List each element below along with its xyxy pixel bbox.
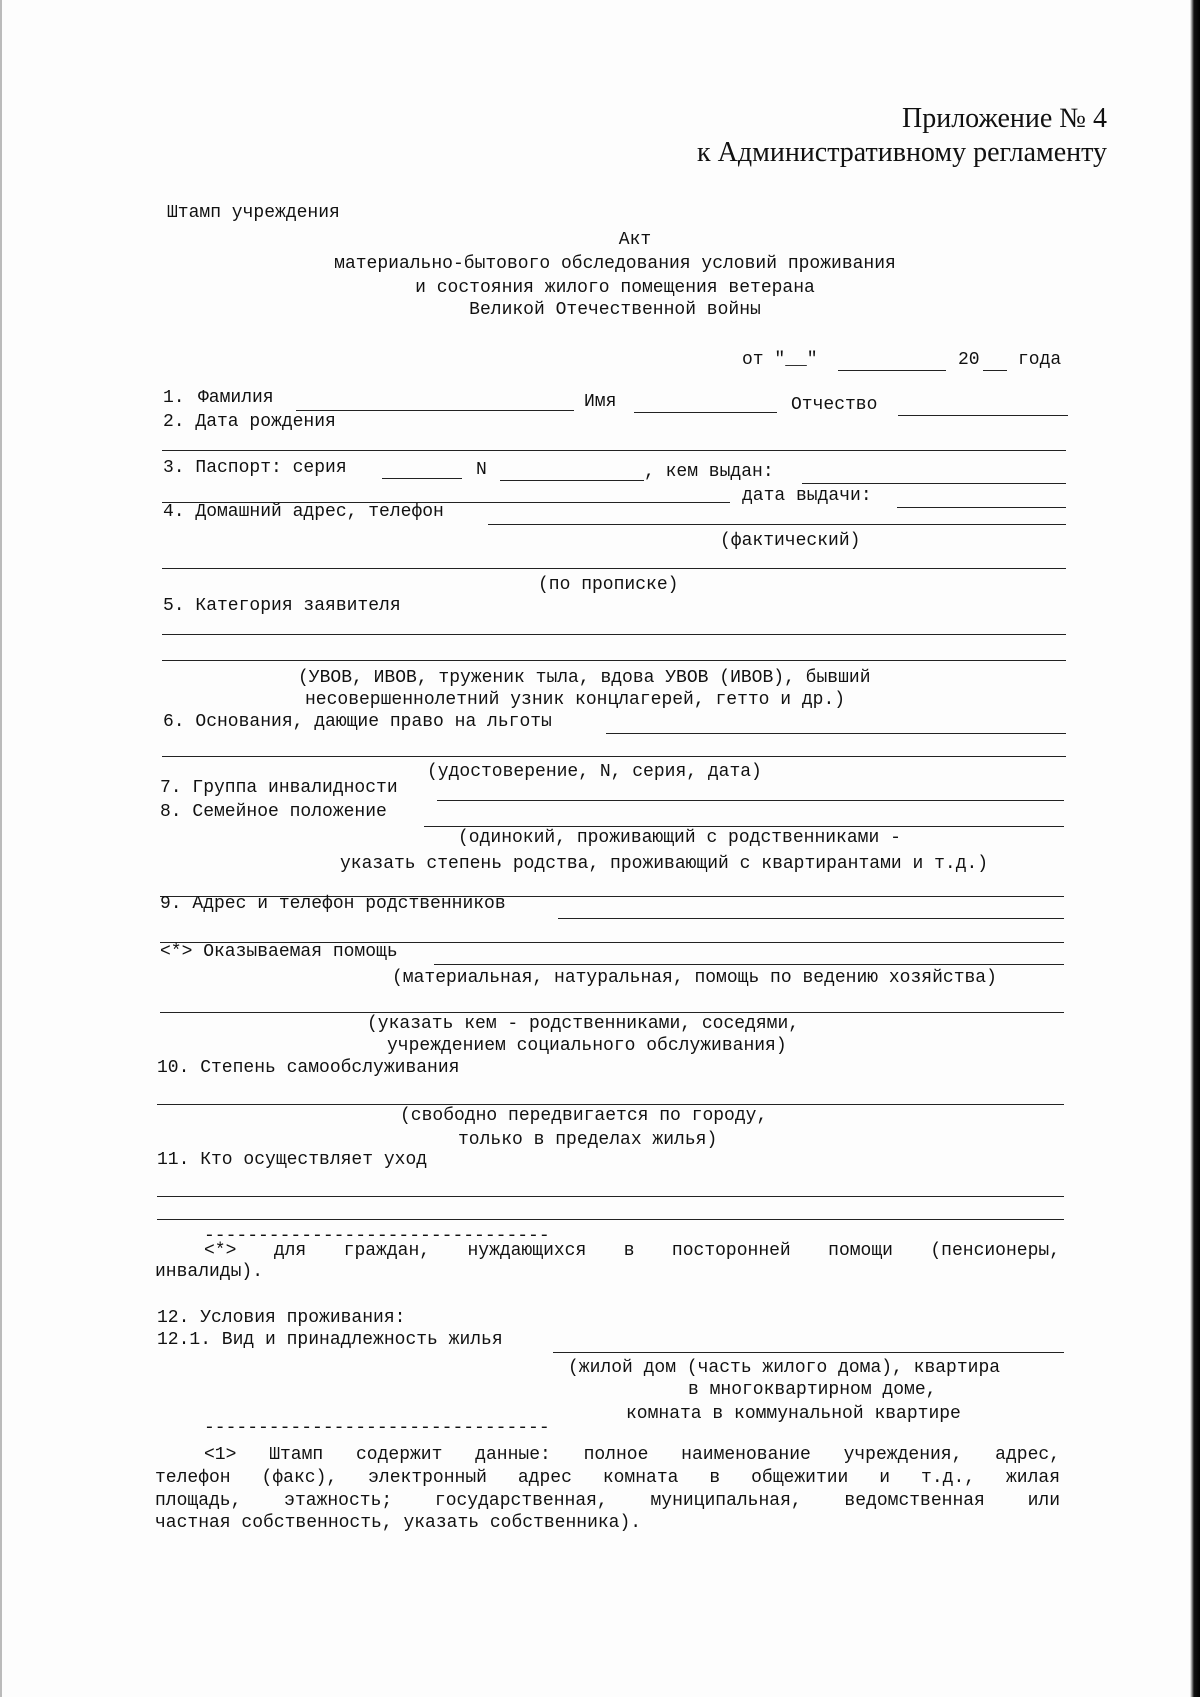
stamp-label: Штамп учреждения — [167, 203, 340, 223]
act-subtitle-3: Великой Отечественной войны — [469, 300, 761, 320]
housing-type-hint-3: комната в коммунальной квартире — [626, 1404, 961, 1424]
applicant-category-label: 5. Категория заявителя — [163, 596, 401, 616]
birth-date-label: 2. Дата рождения — [163, 412, 336, 432]
passport-number-field[interactable] — [500, 480, 644, 481]
footnote-separator-2: -------------------------------- — [204, 1418, 550, 1438]
passport-series-label: 3. Паспорт: серия — [163, 458, 347, 478]
patronymic-field[interactable] — [898, 415, 1068, 416]
passport-issue-date-label: дата выдачи: — [742, 486, 872, 506]
patronymic-label: Отчество — [791, 395, 878, 415]
self-care-hint-1: (свободно передвигается по городу, — [400, 1106, 768, 1126]
applicant-category-hint-2: несовершеннолетний узник концлагерей, гетто и др.) — [305, 690, 846, 710]
housing-type-hint-1: (жилой дом (часть жилого дома), квартира — [568, 1358, 1001, 1378]
footnote-1-text-1: <1> Штамп содержит данные: полное наименование учреждения, адрес, — [204, 1445, 1060, 1465]
benefit-grounds-label: 6. Основания, дающие право на льготы — [163, 712, 552, 732]
provided-help-label: <*> Оказываемая помощь — [160, 942, 398, 962]
date-month-field[interactable] — [838, 370, 946, 371]
act-subtitle-1: материально-бытового обследования условий проживания — [334, 254, 896, 274]
home-address-actual-field[interactable] — [488, 524, 1066, 525]
housing-type-field[interactable] — [553, 1352, 1064, 1353]
applicant-category-field-1[interactable] — [162, 634, 1066, 635]
self-care-field[interactable] — [157, 1104, 1064, 1105]
date-year-field[interactable] — [983, 370, 1007, 371]
benefit-grounds-field-2[interactable] — [162, 756, 1066, 757]
appendix-number: Приложение № 4 — [902, 103, 1107, 134]
footnote-1-text-3: площадь, этажность; государственная, муниципальная, ведомственная или — [155, 1491, 1060, 1511]
date-from: от "__" — [742, 350, 818, 370]
name-label: Имя — [584, 392, 617, 412]
disability-group-field[interactable] — [437, 800, 1064, 801]
caregiver-label: 11. Кто осуществляет уход — [157, 1150, 428, 1170]
date-year-suffix: года — [1018, 350, 1062, 370]
family-status-label: 8. Семейное положение — [160, 802, 387, 822]
provided-help-field-2[interactable] — [160, 1012, 1064, 1013]
footnote-1-text-4: частная собственность, указать собственника). — [155, 1513, 642, 1533]
footnote-separator-1: -------------------------------- — [204, 1226, 550, 1246]
self-care-hint-2: только в пределах жилья) — [458, 1130, 718, 1150]
passport-series-field[interactable] — [382, 478, 462, 479]
act-title: Акт — [618, 230, 652, 250]
provided-help-hint-1: (материальная, натуральная, помощь по ведению хозяйства) — [392, 968, 997, 988]
caregiver-field-2[interactable] — [157, 1219, 1064, 1220]
appendix-reference: к Административному регламенту — [697, 137, 1107, 168]
provided-help-hint-3: учреждением социального обслуживания) — [387, 1036, 787, 1056]
home-address-label: 4. Домашний адрес, телефон — [163, 502, 444, 522]
benefit-grounds-hint: (удостоверение, N, серия, дата) — [427, 762, 762, 782]
home-address-registered-field[interactable] — [162, 568, 1066, 569]
passport-issued-by-label: , кем выдан: — [644, 462, 774, 482]
provided-help-hint-2: (указать кем - родственниками, соседями, — [367, 1014, 800, 1034]
family-status-hint-1: (одинокий, проживающий с родственниками - — [458, 828, 901, 848]
footnote-1-text-2: телефон (факс), электронный адрес комната в общежитии и т.д., жилая — [155, 1468, 1060, 1488]
home-address-actual-hint: (фактический) — [720, 531, 861, 551]
field-1-number: 1. — [163, 388, 185, 408]
benefit-grounds-field-1[interactable] — [606, 733, 1066, 734]
passport-issued-by-field[interactable] — [802, 483, 1066, 484]
applicant-category-field-2[interactable] — [162, 660, 1066, 661]
self-care-label: 10. Степень самообслуживания — [157, 1058, 460, 1078]
footnote-star-text-1: <*> для граждан, нуждающихся в посторонней помощи (пенсионеры, — [204, 1241, 1060, 1261]
home-address-registered-hint: (по прописке) — [538, 575, 679, 595]
birth-date-field[interactable] — [162, 450, 1066, 451]
provided-help-field[interactable] — [434, 964, 1064, 965]
applicant-category-hint-1: (УВОВ, ИВОВ, труженик тыла, вдова УВОВ (ИВОВ), бывший — [298, 668, 871, 688]
date-year-prefix: 20 — [958, 350, 980, 370]
housing-type-label: 12.1. Вид и принадлежность жилья — [157, 1330, 503, 1350]
passport-number-label: N — [476, 460, 487, 480]
name-field[interactable] — [634, 412, 777, 413]
passport-issue-date-field[interactable] — [897, 507, 1066, 508]
housing-type-hint-2: в многоквартирном доме, — [688, 1380, 937, 1400]
caregiver-field-1[interactable] — [157, 1196, 1064, 1197]
relatives-contacts-label: 9. Адрес и телефон родственников — [160, 894, 506, 914]
living-conditions-title: 12. Условия проживания: — [157, 1308, 406, 1328]
disability-group-label: 7. Группа инвалидности — [160, 778, 398, 798]
relatives-contacts-field-1[interactable] — [558, 918, 1064, 919]
family-status-field[interactable] — [424, 826, 1064, 827]
footnote-star-text-2: инвалиды). — [155, 1262, 264, 1282]
surname-label: Фамилия — [198, 388, 274, 408]
surname-field[interactable] — [296, 410, 574, 411]
act-subtitle-2: и состояния жилого помещения ветерана — [415, 278, 815, 298]
family-status-hint-2: указать степень родства, проживающий с квартирантами и т.д.) — [340, 854, 989, 874]
